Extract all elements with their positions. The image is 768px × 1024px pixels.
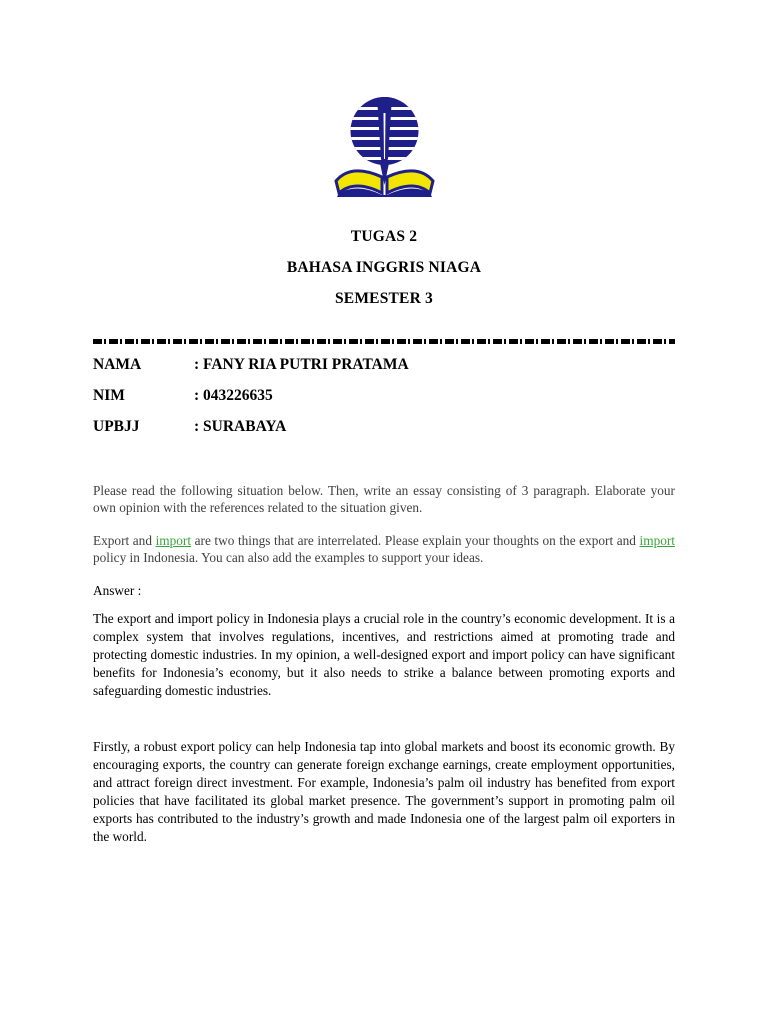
course-name: BAHASA INGGRIS NIAGA bbox=[286, 259, 482, 276]
question-paragraph bbox=[93, 532, 675, 566]
identity-label: NAMA bbox=[93, 356, 142, 373]
answer-label: Answer : bbox=[93, 583, 142, 598]
semester-label: SEMESTER 3 bbox=[334, 290, 434, 307]
identity-row-upbjj bbox=[93, 417, 286, 437]
identity-label: NIM bbox=[93, 387, 125, 404]
identity-value: : 043226635 bbox=[194, 387, 273, 404]
dashed-divider bbox=[93, 339, 675, 344]
import-link[interactable]: import bbox=[155, 533, 192, 548]
identity-row-nim bbox=[93, 386, 273, 406]
identity-label: UPBJJ bbox=[93, 418, 140, 435]
question-text: Export and bbox=[93, 533, 156, 548]
essay-paragraph-2: Firstly, a robust export policy can help Indonesia tap into global markets and boost its economic growth. By encouraging exports, the country can generate foreign exchange earnings, create employment opportunities, and attract foreign direct investment. For example, Indonesia’s palm oil industry has benefited from export policies that have facilitated its global market presence. The government’s support in promoting palm oil exports has contributed to the industry’s growth and made Indonesia one of the largest palm oil exporters in the world. bbox=[93, 739, 675, 844]
essay-paragraph-1: The export and import policy in Indonesia plays a crucial role in the country’s economic development. It is a complex system that involves regulations, incentives, and restrictions aimed at promoting trade and protecting domestic industries. In my opinion, a well-designed export and import policy can have significant benefits for Indonesia’s economy, but it also needs to strike a balance between promoting exports and safeguarding domestic industries. bbox=[93, 611, 675, 698]
identity-value: : SURABAYA bbox=[194, 418, 287, 435]
assignment-title: TUGAS 2 bbox=[350, 228, 418, 245]
identity-value: : FANY RIA PUTRI PRATAMA bbox=[194, 356, 409, 373]
university-logo-icon bbox=[333, 93, 436, 199]
question-text: policy in Indonesia. You can also add the examples to support your ideas. bbox=[93, 550, 484, 565]
import-link[interactable]: import bbox=[639, 533, 675, 548]
question-text: are two things that are interrelated. Please explain your thoughts on the export and bbox=[191, 533, 640, 548]
instructions-paragraph: Please read the following situation below. Then, write an essay consisting of 3 paragraph. Elaborate your own opinion with the references related to the situation given. bbox=[93, 483, 675, 515]
identity-row-nama bbox=[93, 355, 409, 375]
